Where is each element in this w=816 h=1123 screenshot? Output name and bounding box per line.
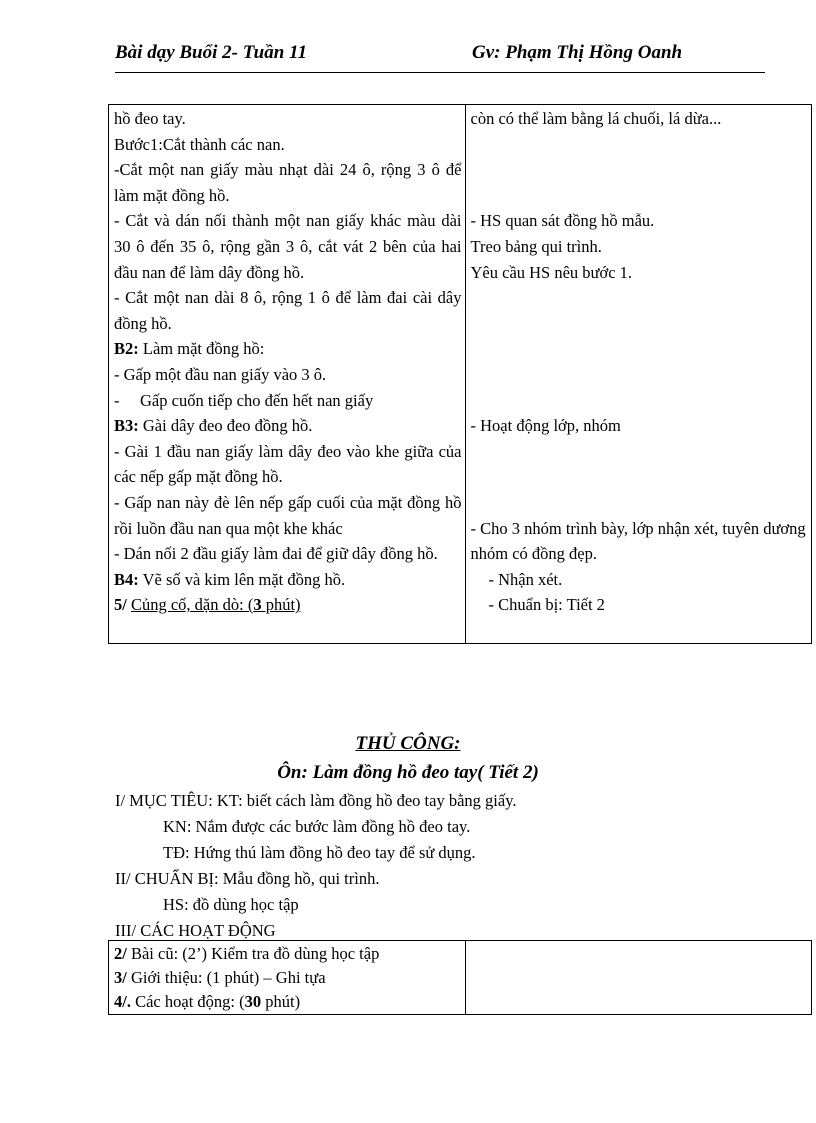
text-line: còn có thể làm bằng lá chuối, lá dừa... — [470, 109, 722, 128]
preparation-line: HS: đồ dùng học tập — [163, 895, 299, 914]
objective-line: KN: Nắm được các bước làm đồng hồ đeo tay. — [163, 817, 471, 836]
step2-heading: B2: Làm mặt đồng hồ: — [114, 339, 265, 359]
text-line: Yêu cầu HS nêu bước 1. — [470, 262, 633, 282]
lesson-objectives — [115, 788, 795, 944]
activities-heading: III/ CÁC HOẠT ĐỘNG — [115, 921, 276, 940]
objective-line: TĐ: Hứng thú làm đồng hồ đeo tay để sử dụng. — [163, 843, 476, 862]
text-line: - Cắt một nan dài 8 ô, rộng 1 ô để làm đai cài dây đồng hồ. — [114, 288, 462, 333]
text-line: - Dán nối 2 đầu giấy làm đai để giữ dây đồng hồ. — [114, 544, 438, 564]
text-line: 3/ Giới thiệu: (1 phút) – Ghi tựa — [114, 968, 326, 987]
student-activity-column — [465, 941, 811, 1015]
text-line: Treo bảng qui trình. — [470, 236, 602, 256]
text-line: - Cho 3 nhóm trình bày, lớp nhận xét, tuyên dương nhóm có đồng đẹp. — [470, 518, 806, 564]
text-line: - HS quan sát đồng hồ mẫu. — [470, 211, 655, 231]
text-line: - Cắt và dán nối thành một nan giấy khác màu dài 30 ô đến 35 ô, rộng gần 3 ô, cắt vát 2 bên của hai đầu nan để làm dây đồng hồ. — [114, 211, 462, 282]
text-line: 4/. Các hoạt động: (30 phút) — [114, 992, 301, 1011]
text-line: -Cắt một nan giấy màu nhạt dài 24 ô, rộng 3 ô để làm mặt đồng hồ. — [114, 160, 462, 205]
text-line: - Gấp một đầu nan giấy vào 3 ô. — [114, 364, 327, 384]
student-activity-column — [465, 105, 812, 644]
objective-line: I/ MỤC TIÊU: KT: biết cách làm đồng hồ đeo tay bằng giấy. — [115, 791, 517, 810]
step1-heading: Bước1:Cắt thành các nan. — [114, 134, 285, 154]
step3-heading: B3: Gài dây đeo đeo đồng hồ. — [114, 416, 313, 436]
preparation-line: II/ CHUẨN BỊ: Mẫu đồng hồ, qui trình. — [115, 869, 380, 888]
bullet-line: - Nhận xét. — [488, 569, 563, 589]
text-line: 2/ Bài cũ: (2’) Kiểm tra đồ dùng học tập — [114, 944, 380, 963]
header-lesson: Bài dạy Buổi 2- Tuần 11 — [115, 42, 307, 63]
bullet-line: - Chuẩn bị: Tiết 2 — [488, 595, 605, 615]
teacher-content-column — [109, 105, 466, 644]
lesson-table-bottom — [108, 940, 812, 1015]
bullet-line: - Gấp cuốn tiếp cho đến hết nan giấy — [114, 390, 374, 410]
step4-heading: B4: Vẽ số và kim lên mặt đồng hồ. — [114, 569, 346, 589]
section5-heading: 5/ Củng cố, dặn dò: (3 phút) — [114, 595, 301, 615]
text-line: hồ đeo tay. — [114, 109, 186, 128]
teacher-content-column — [109, 941, 466, 1015]
section-title: THỦ CÔNG: — [355, 733, 461, 754]
text-line: - Gài 1 đầu nan giấy làm dây đeo vào khe giữa của các nếp gấp mặt đồng hồ. — [114, 441, 462, 487]
page-header — [115, 40, 765, 73]
text-line: - Hoạt động lớp, nhóm — [470, 416, 621, 436]
lesson-table-top — [108, 104, 812, 644]
text-line: - Gấp nan này đè lên nếp gấp cuối của mặt đồng hồ rồi luồn đầu nan qua một khe khác — [114, 492, 462, 538]
lesson-title: Ôn: Làm đồng hồ đeo tay( Tiết 2) — [277, 762, 539, 783]
header-teacher: Gv: Phạm Thị Hồng Oanh — [472, 42, 683, 63]
